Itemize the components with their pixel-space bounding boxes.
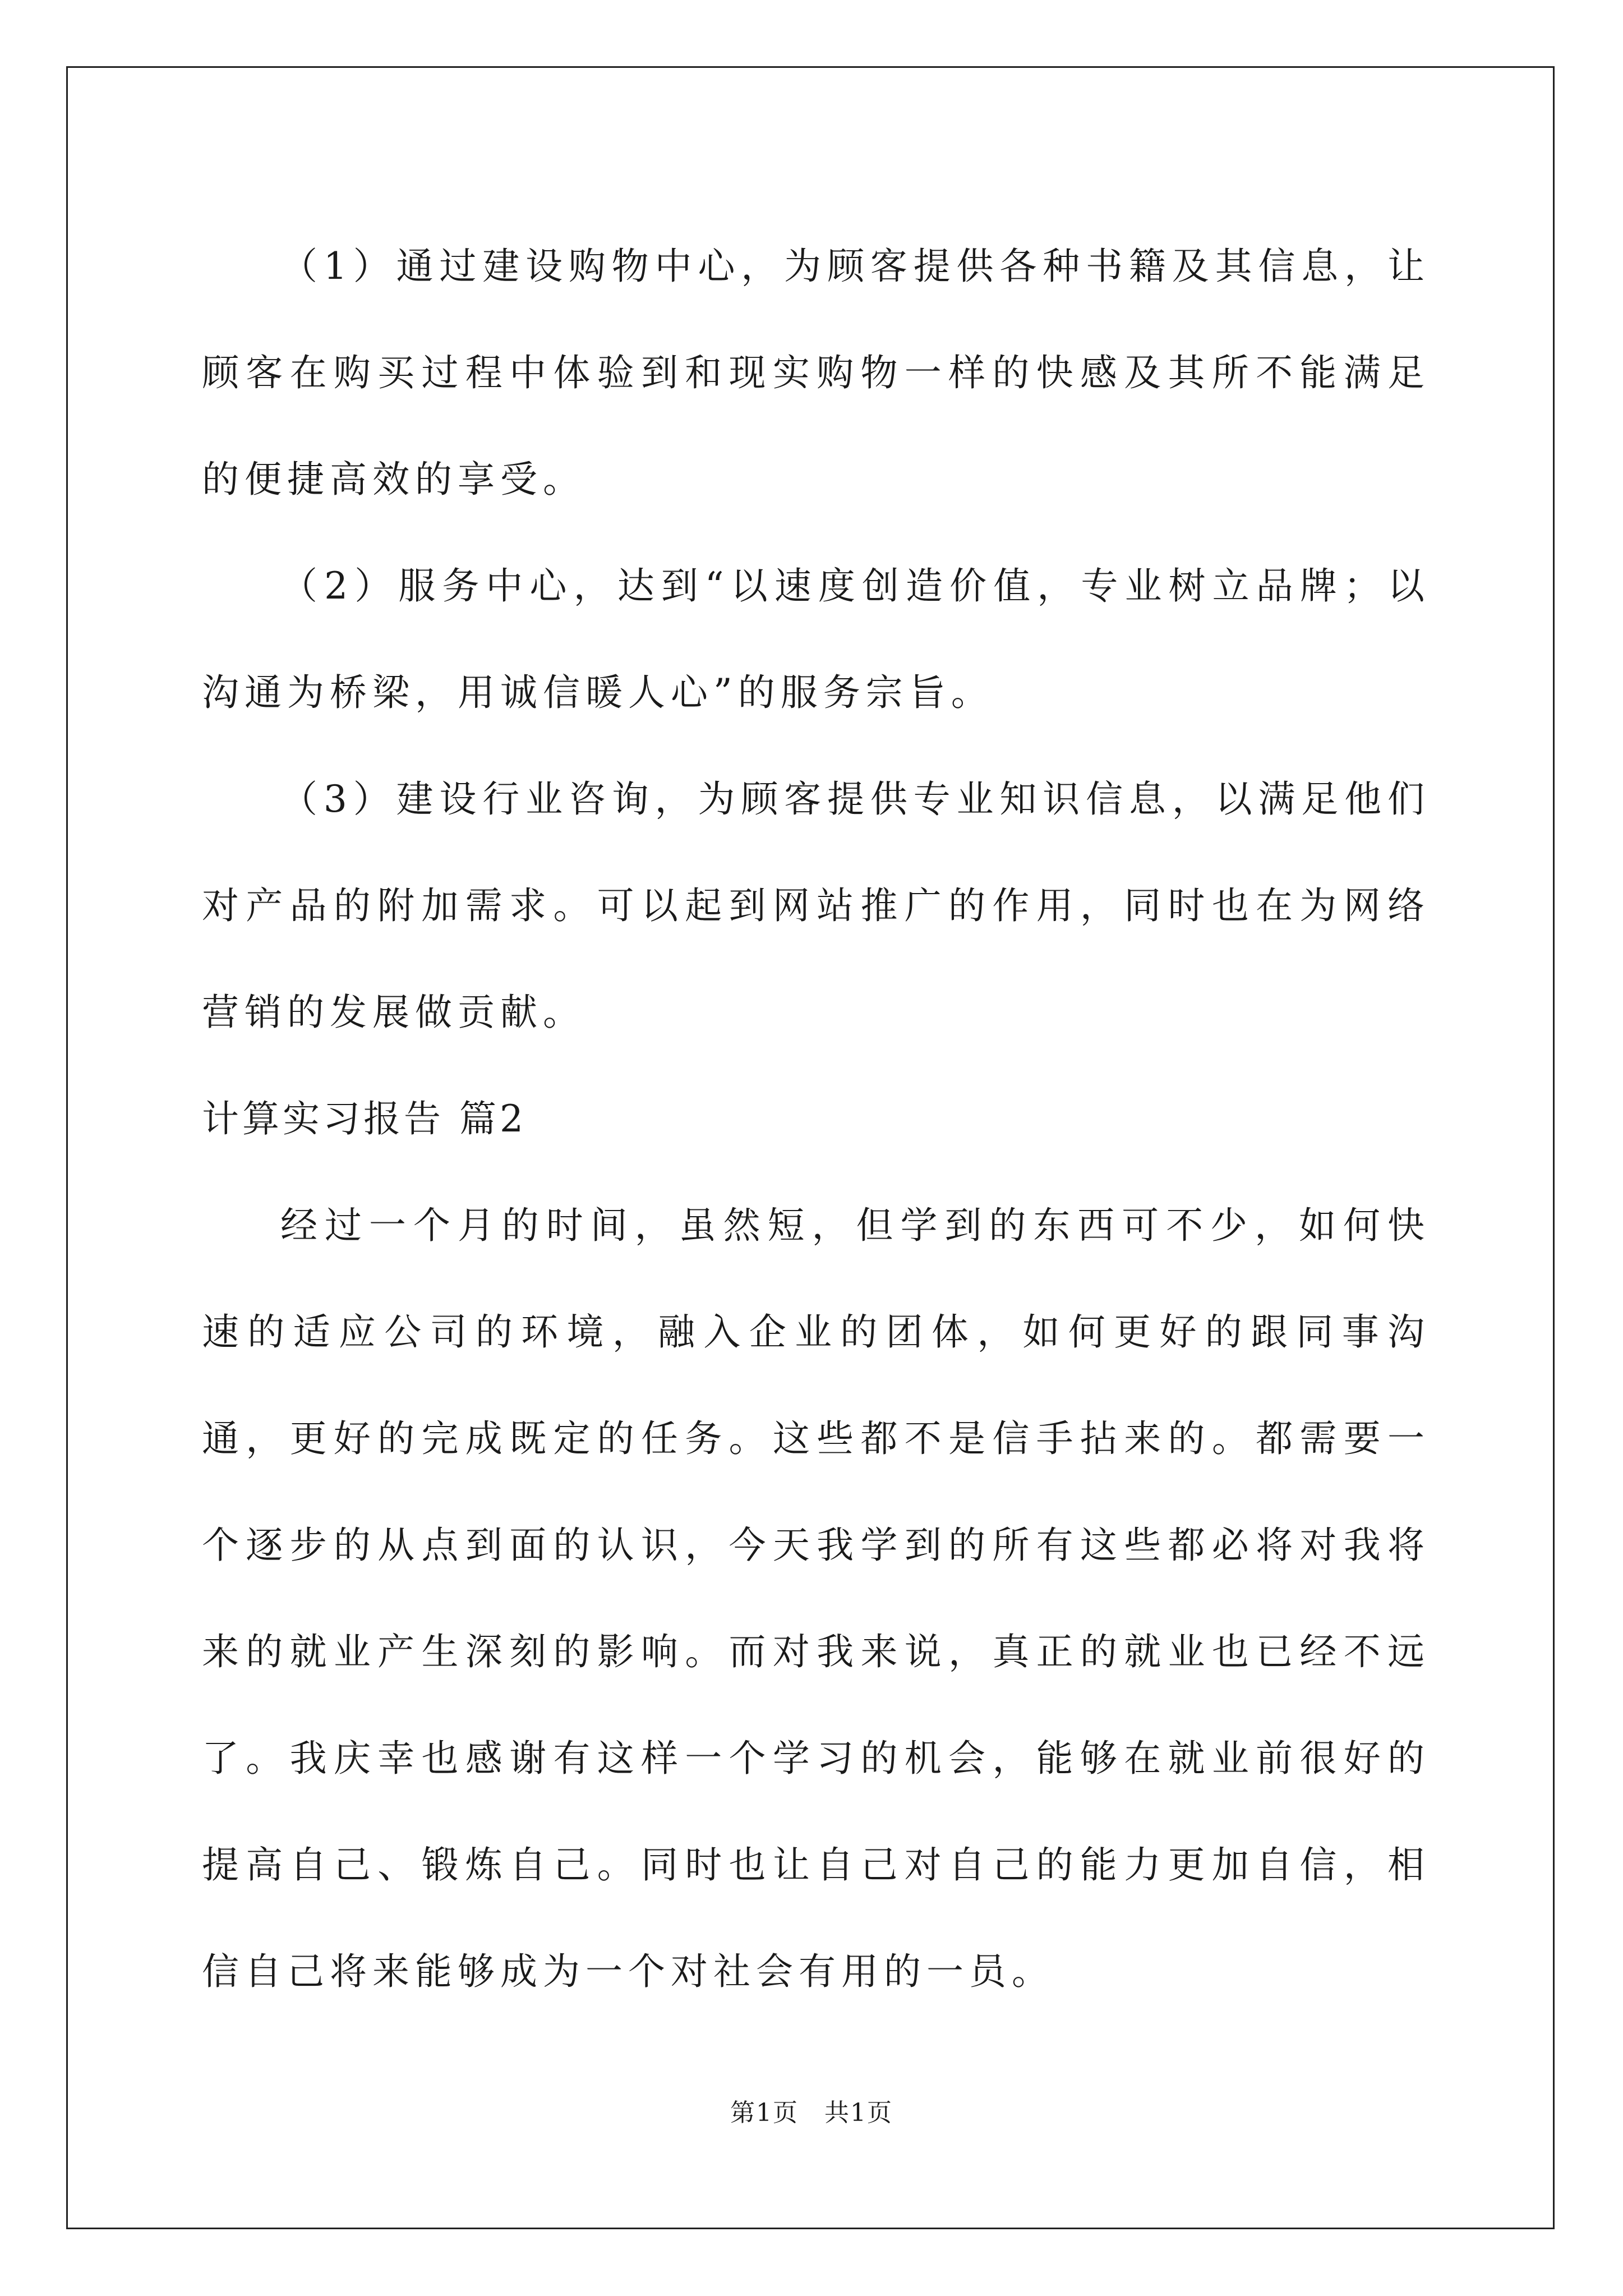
document-body bbox=[202, 213, 1430, 2025]
paragraph-2: （2）服务中心，达到“以速度创造价值，专业树立品牌；以沟通为桥梁，用诚信暖人心”的服务宗旨。 bbox=[202, 564, 1430, 714]
page-number-footer: 第1页 共1页 bbox=[730, 2099, 893, 2127]
section-heading: 计算实习报告 篇2 bbox=[202, 1097, 527, 1140]
section-paragraph-1: 经过一个月的时间，虽然短，但学到的东西可不少，如何快速的适应公司的环境，融入企业的团体，如何更好的跟同事沟通，更好的完成既定的任务。这些都不是信手拈来的。都需要一个逐步的从点到面的认识，今天我学到的所有这些都必将对我将来的就业产生深刻的影响。而对我来说，真正的就业也已经不远了。我庆幸也感谢有这样一个学习的机会，能够在就业前很好的提高自己、锻炼自己。同时也让自己对自己的能力更加自信，相信自己将来能够成为一个对社会有用的一员。 bbox=[202, 1204, 1430, 1993]
paragraph-1: （1）通过建设购物中心，为顾客提供各种书籍及其信息，让顾客在购买过程中体验到和现实购物一样的快感及其所不能满足的便捷高效的享受。 bbox=[202, 245, 1430, 501]
paragraph-3: （3）建设行业咨询，为顾客提供专业知识信息，以满足他们对产品的附加需求。可以起到网站推广的作用，同时也在为网络营销的发展做贡献。 bbox=[202, 777, 1430, 1034]
